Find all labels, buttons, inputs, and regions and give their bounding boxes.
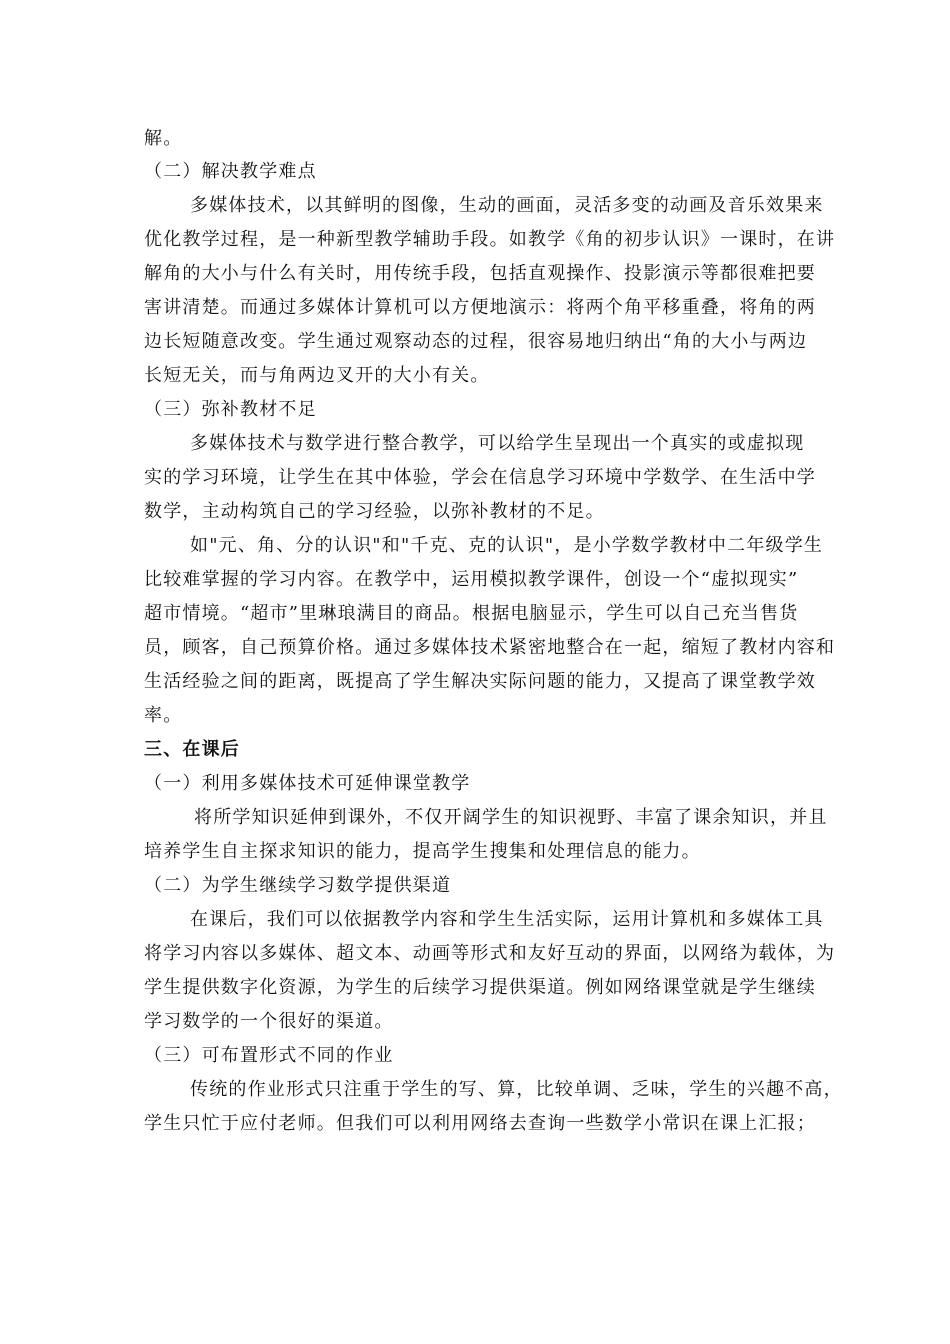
paragraph-line-27: 学习数学的一个很好的渠道。	[144, 1011, 394, 1032]
paragraph-line-17: 生活经验之间的距离，既提高了学生解决实际问题的能力，又提高了课堂教学效	[144, 671, 816, 692]
paragraph-line-25: 将学习内容以多媒体、超文本、动画等形式和友好互动的界面，以网络为载体，为	[144, 943, 836, 964]
section-heading-after-class: 三、在课后	[144, 739, 240, 760]
paragraph-line-3: 多媒体技术，以其鲜明的图像，生动的画面，灵活多变的动画及音乐效果来	[190, 195, 824, 216]
paragraph-line-12: 数学，主动构筑自己的学习经验，以弥补教材的不足。	[144, 501, 605, 522]
paragraph-line-10: 多媒体技术与数学进行整合教学，可以给学生呈现出一个真实的或虚拟现	[190, 433, 805, 454]
subheading-two-teaching-difficulties: （二）解决教学难点	[144, 161, 317, 182]
paragraph-line-18: 率。	[144, 705, 183, 726]
paragraph-line-16: 员，顾客，自己预算价格。通过多媒体技术紧密地整合在一起，缩短了教材内容和	[144, 637, 836, 658]
paragraph-line-4: 优化教学过程，是一种新型教学辅助手段。如教学《角的初步认识》一课时，在讲	[144, 229, 836, 250]
paragraph-line-5: 解角的大小与什么有关时，用传统手段，包括直观操作、投影演示等都很难把要	[144, 263, 816, 284]
paragraph-line-26: 学生提供数字化资源，为学生的后续学习提供渠道。例如网络课堂就是学生继续	[144, 977, 816, 998]
paragraph-line-8: 长短无关，而与角两边叉开的大小有关。	[144, 365, 490, 386]
paragraph-line-24: 在课后，我们可以依据教学内容和学生生活实际，运用计算机和多媒体工具	[190, 909, 824, 930]
paragraph-line-1: 解。	[144, 128, 183, 149]
paragraph-line-22: 培养学生自主探求知识的能力，提高学生搜集和处理信息的能力。	[144, 841, 701, 862]
paragraph-line-13: 如"元、角、分的认识"和"千克、克的认识"，是小学数学教材中二年级学生	[190, 535, 824, 556]
subheading-three-varied-homework: （三）可布置形式不同的作业	[144, 1045, 394, 1066]
subheading-two-continued-learning: （二）为学生继续学习数学提供渠道	[144, 875, 452, 896]
paragraph-line-29: 传统的作业形式只注重于学生的写、算，比较单调、乏味，学生的兴趣不高，	[190, 1079, 843, 1100]
paragraph-line-7: 边长短随意改变。学生通过观察动态的过程，很容易地归纳出“角的大小与两边	[144, 331, 808, 352]
paragraph-line-11: 实的学习环境，让学生在其中体验，学会在信息学习环境中学数学、在生活中学	[144, 467, 816, 488]
paragraph-line-15: 超市情境。“超市”里琳琅满目的商品。根据电脑显示，学生可以自己充当售货	[144, 603, 799, 624]
paragraph-line-30: 学生只忙于应付老师。但我们可以利用网络去查询一些数学小常识在课上汇报；	[144, 1113, 816, 1134]
paragraph-line-6: 害讲清楚。而通过多媒体计算机可以方便地演示：将两个角平移重叠，将角的两	[144, 297, 816, 318]
subheading-one-extend-teaching: （一）利用多媒体技术可延伸课堂教学	[144, 773, 471, 794]
paragraph-line-21: 将所学知识延伸到课外，不仅开阔学生的知识视野、丰富了课余知识，并且	[194, 807, 828, 828]
subheading-three-textbook-shortfall: （三）弥补教材不足	[144, 399, 317, 420]
paragraph-line-14: 比较难掌握的学习内容。在教学中，运用模拟教学课件，创设一个“虚拟现实”	[144, 569, 799, 590]
